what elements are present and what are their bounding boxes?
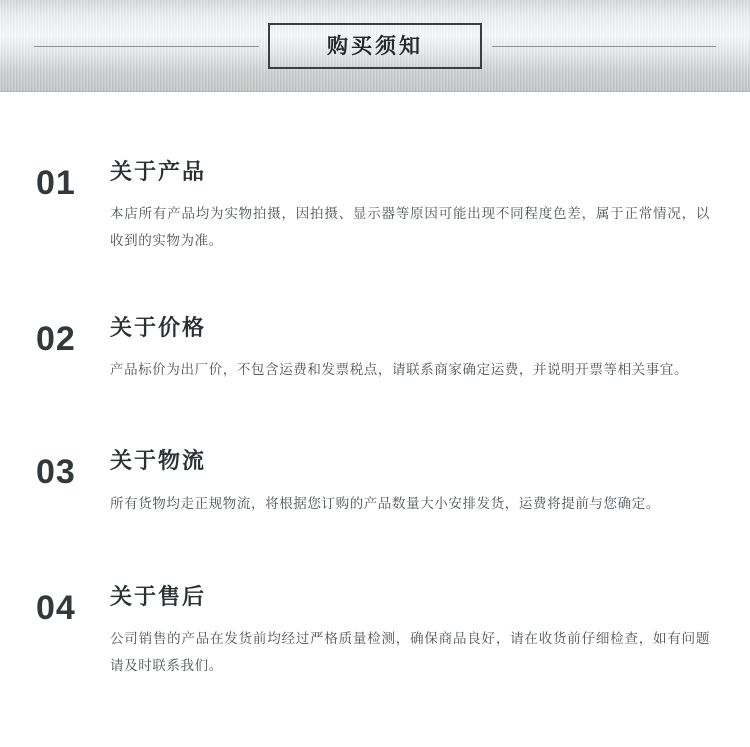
banner-rule-right (492, 46, 716, 47)
section-heading: 关于售后 (110, 583, 207, 609)
header-banner (0, 0, 750, 92)
section-number: 04 (36, 588, 76, 627)
notice-section-product (0, 160, 750, 254)
section-text: 产品标价为出厂价，不包含运费和发票税点，请联系商家确定运费，并说明开票等相关事宜。 (110, 362, 689, 378)
section-text: 本店所有产品均为实物拍摄，因拍摄、显示器等原因可能出现不同程度色差，属于正常情况，以收到的实物为准。 (110, 206, 710, 249)
notice-section-logistics (0, 449, 750, 516)
section-number: 02 (36, 320, 76, 359)
section-number: 03 (36, 453, 76, 492)
section-body (108, 585, 710, 679)
section-text: 公司销售的产品在发货前均经过严格质量检测，确保商品良好，请在收货前仔细检查，如有问题请及时联系我们。 (110, 630, 710, 673)
notice-section-price (0, 316, 750, 383)
page-title: 购买须知 (327, 34, 423, 58)
section-text: 所有货物均走正规物流，将根据您订购的产品数量大小安排发货，运费将提前与您确定。 (110, 495, 660, 511)
section-heading: 关于物流 (110, 448, 207, 474)
section-heading: 关于价格 (110, 315, 207, 341)
notice-section-aftersales (0, 585, 750, 679)
section-number: 01 (36, 164, 76, 202)
banner-rule-left (34, 46, 259, 47)
section-body (108, 449, 710, 516)
section-body (108, 160, 710, 254)
bottom-spacer (0, 679, 750, 739)
notice-sections (0, 160, 750, 739)
section-heading: 关于产品 (110, 159, 207, 184)
section-body (108, 316, 710, 383)
banner-title-box (268, 23, 482, 69)
